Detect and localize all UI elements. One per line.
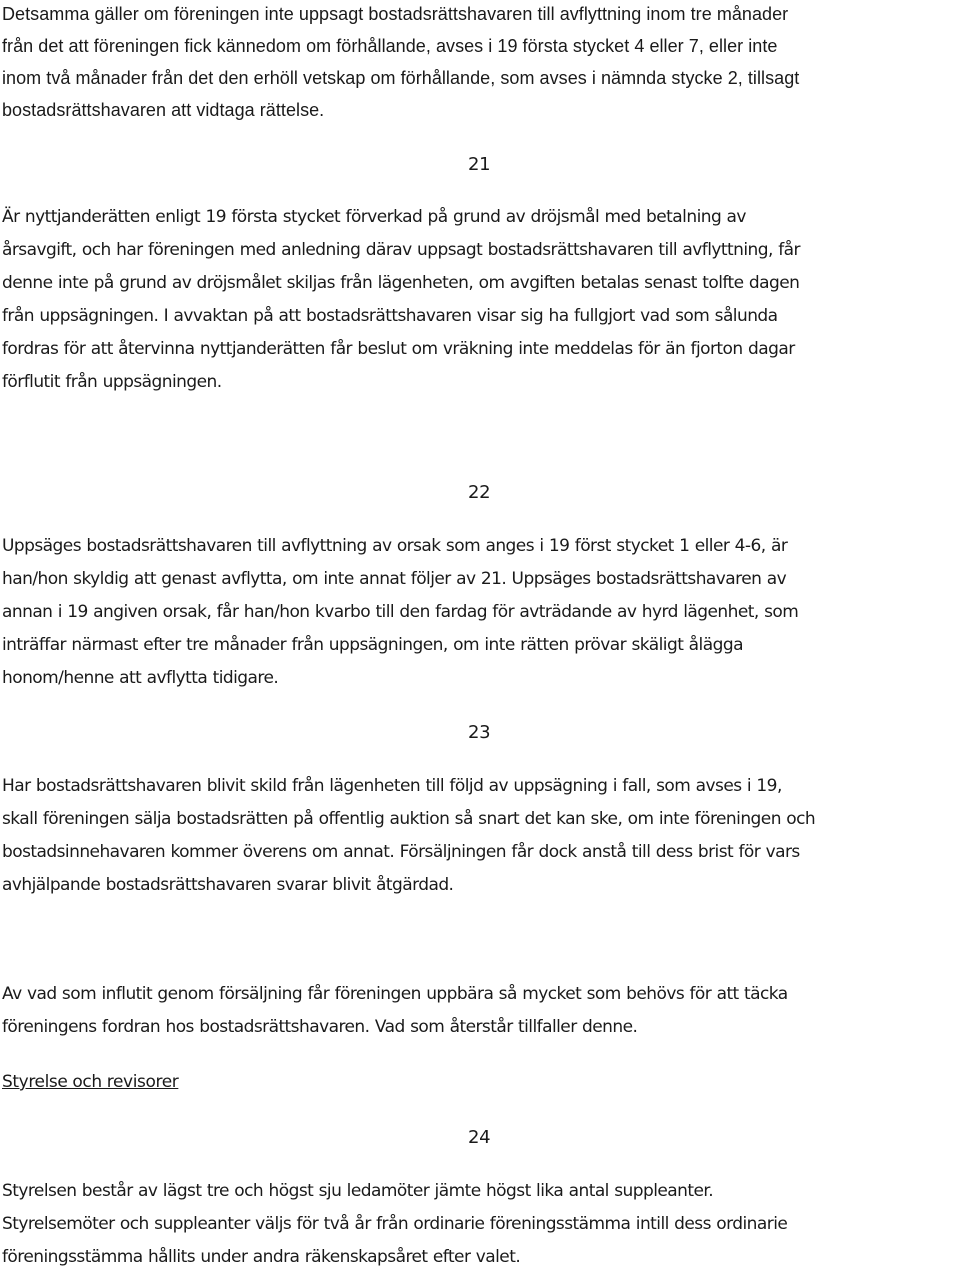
section-number: 21 xyxy=(468,154,491,175)
paragraph-line: han/hon skyldig att genast avflytta, om inte annat följer av 21. Uppsäges bostadsrättshavaren av xyxy=(2,569,787,589)
intro-paragraph xyxy=(2,0,960,126)
section-24-paragraph xyxy=(2,1175,960,1274)
paragraph-line: föreningens fordran hos bostadsrättshavaren. Vad som återstår tillfaller denne. xyxy=(2,1017,638,1037)
paragraph-line: föreningsstämma hållits under andra räkenskapsåret efter valet. xyxy=(2,1247,521,1267)
subheading-styrelse xyxy=(2,1070,178,1094)
intro-line: från det att föreningen fick kännedom om förhållande, avses i 19 första stycket 4 eller 7, eller inte xyxy=(2,36,778,56)
paragraph-line: Uppsäges bostadsrättshavaren till avflyttning av orsak som anges i 19 först stycket 1 eller 4-6, är xyxy=(2,536,788,556)
paragraph-line: annan i 19 angiven orsak, får han/hon kvarbo till den fardag för avträdande av hyrd lägenhet, som xyxy=(2,602,799,622)
paragraph-line: Är nyttjanderätten enligt 19 första stycket förverkad på grund av dröjsmål med betalning av xyxy=(2,207,746,227)
section-heading-22 xyxy=(468,481,490,505)
paragraph-line: förflutit från uppsägningen. xyxy=(2,372,222,392)
paragraph-line: denne inte på grund av dröjsmålet skiljas från lägenheten, om avgiften betalas senast tolfte dagen xyxy=(2,273,800,293)
paragraph-line: honom/henne att avflytta tidigare. xyxy=(2,668,279,688)
section-heading-23 xyxy=(468,721,490,745)
section-heading-21 xyxy=(468,153,490,177)
section-heading-24 xyxy=(468,1126,490,1150)
paragraph-line: Styrelsen består av lägst tre och högst sju ledamöter jämte högst lika antal suppleanter. xyxy=(2,1181,714,1201)
paragraph-line: från uppsägningen. I avvaktan på att bostadsrättshavaren visar sig ha fullgjort vad som sålunda xyxy=(2,306,778,326)
paragraph-line: avhjälpande bostadsrättshavaren svarar blivit åtgärdad. xyxy=(2,875,454,895)
intro-line: bostadsrättshavaren att vidtaga rättelse. xyxy=(2,100,325,120)
section-number: 24 xyxy=(468,1127,491,1148)
intro-line: Detsamma gäller om föreningen inte uppsagt bostadsrättshavaren till avflyttning inom tre månader xyxy=(2,4,789,24)
section-23-paragraph xyxy=(2,770,960,902)
auction-proceeds-paragraph xyxy=(2,978,960,1044)
paragraph-line: inträffar närmast efter tre månader från uppsägningen, om inte rätten prövar skäligt ålägga xyxy=(2,635,743,655)
section-number: 23 xyxy=(468,722,491,743)
section-21-paragraph xyxy=(2,201,960,399)
paragraph-line: Av vad som influtit genom försäljning får föreningen uppbära så mycket som behövs för att täcka xyxy=(2,984,788,1004)
subheading-text: Styrelse och revisorer xyxy=(2,1072,179,1092)
paragraph-line: Styrelsemöter och suppleanter väljs för två år från ordinarie föreningsstämma intill dess ordinarie xyxy=(2,1214,788,1234)
section-22-paragraph xyxy=(2,530,960,695)
paragraph-line: skall föreningen sälja bostadsrätten på offentlig auktion så snart det kan ske, om inte föreningen och xyxy=(2,809,816,829)
paragraph-line: bostadsinnehavaren kommer överens om annat. Försäljningen får dock anstå till dess brist för vars xyxy=(2,842,800,862)
paragraph-line: Har bostadsrättshavaren blivit skild från lägenheten till följd av uppsägning i fall, som avses i 19, xyxy=(2,776,782,796)
paragraph-line: årsavgift, och har föreningen med anledning därav uppsagt bostadsrättshavaren till avflyttning, får xyxy=(2,240,800,260)
intro-line: inom två månader från det den erhöll vetskap om förhållande, som avses i nämnda stycke 2, tillsagt xyxy=(2,68,800,88)
section-number: 22 xyxy=(468,482,491,503)
paragraph-line: fordras för att återvinna nyttjanderätten får beslut om vräkning inte meddelas för än fjorton dagar xyxy=(2,339,795,359)
